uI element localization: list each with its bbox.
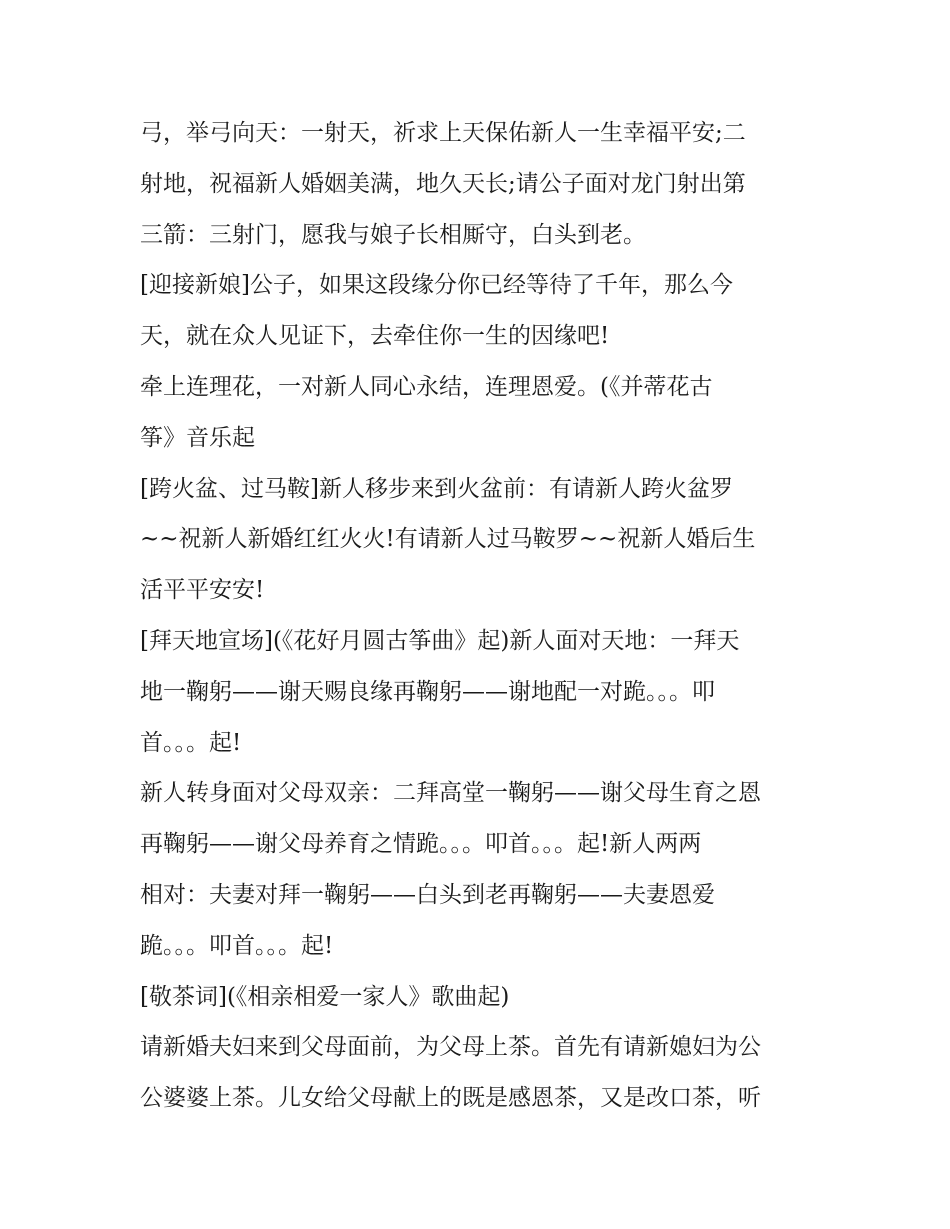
text-line: 筝》音乐起 [140, 424, 255, 451]
text-line: [跨火盆、过马鞍]新人移步来到火盆前：有请新人跨火盆罗 [140, 475, 733, 502]
text-line: 牵上连理花，一对新人同心永结，连理恩爱。(《并蒂花古 [140, 373, 713, 400]
text-line: 相对：夫妻对拜一鞠躬——白头到老再鞠躬——夫妻恩爱 [140, 881, 715, 908]
text-line: 新人转身面对父母双亲：二拜高堂一鞠躬——谢父母生育之恩 [140, 780, 761, 807]
text-line: [迎接新娘]公子，如果这段缘分你已经等待了千年，那么今 [140, 272, 733, 299]
text-line: 弓，举弓向天：一射天，祈求上天保佑新人一生幸福平安;二 [140, 120, 746, 146]
text-line: 请新婚夫妇来到父母面前，为父母上茶。首先有请新媳妇为公 [140, 1034, 761, 1061]
text-line: 天，就在众人见证下，去牵住你一生的因缘吧! [140, 323, 610, 350]
text-line: 射地，祝福新人婚姻美满，地久天长;请公子面对龙门射出第 [140, 170, 746, 197]
text-line: 跪。。。叩首。。。起! [140, 932, 334, 959]
text-line: 地一鞠躬——谢天赐良缘再鞠躬——谢地配一对跪。。。叩 [140, 678, 715, 705]
text-line: 首。。。起! [140, 729, 242, 756]
text-line: 公婆婆上茶。儿女给父母献上的既是感恩茶，又是改口茶，听 [140, 1085, 761, 1112]
text-line: 活平平安安! [140, 577, 265, 604]
text-line: 再鞠躬——谢父母养育之情跪。。。叩首。。。起!新人两两 [140, 831, 702, 858]
text-line: ~~祝新人新婚红红火火!有请新人过马鞍罗~~祝新人婚后生 [140, 526, 756, 553]
text-line: 三箭：三射门，愿我与娘子长相厮守，白头到老。 [140, 221, 646, 248]
document-body [140, 108, 820, 1124]
text-line: [敬茶词](《相亲相爱一家人》歌曲起) [140, 983, 510, 1010]
text-line: [拜天地宣场](《花好月圆古筝曲》起)新人面对天地：一拜天 [140, 627, 740, 654]
